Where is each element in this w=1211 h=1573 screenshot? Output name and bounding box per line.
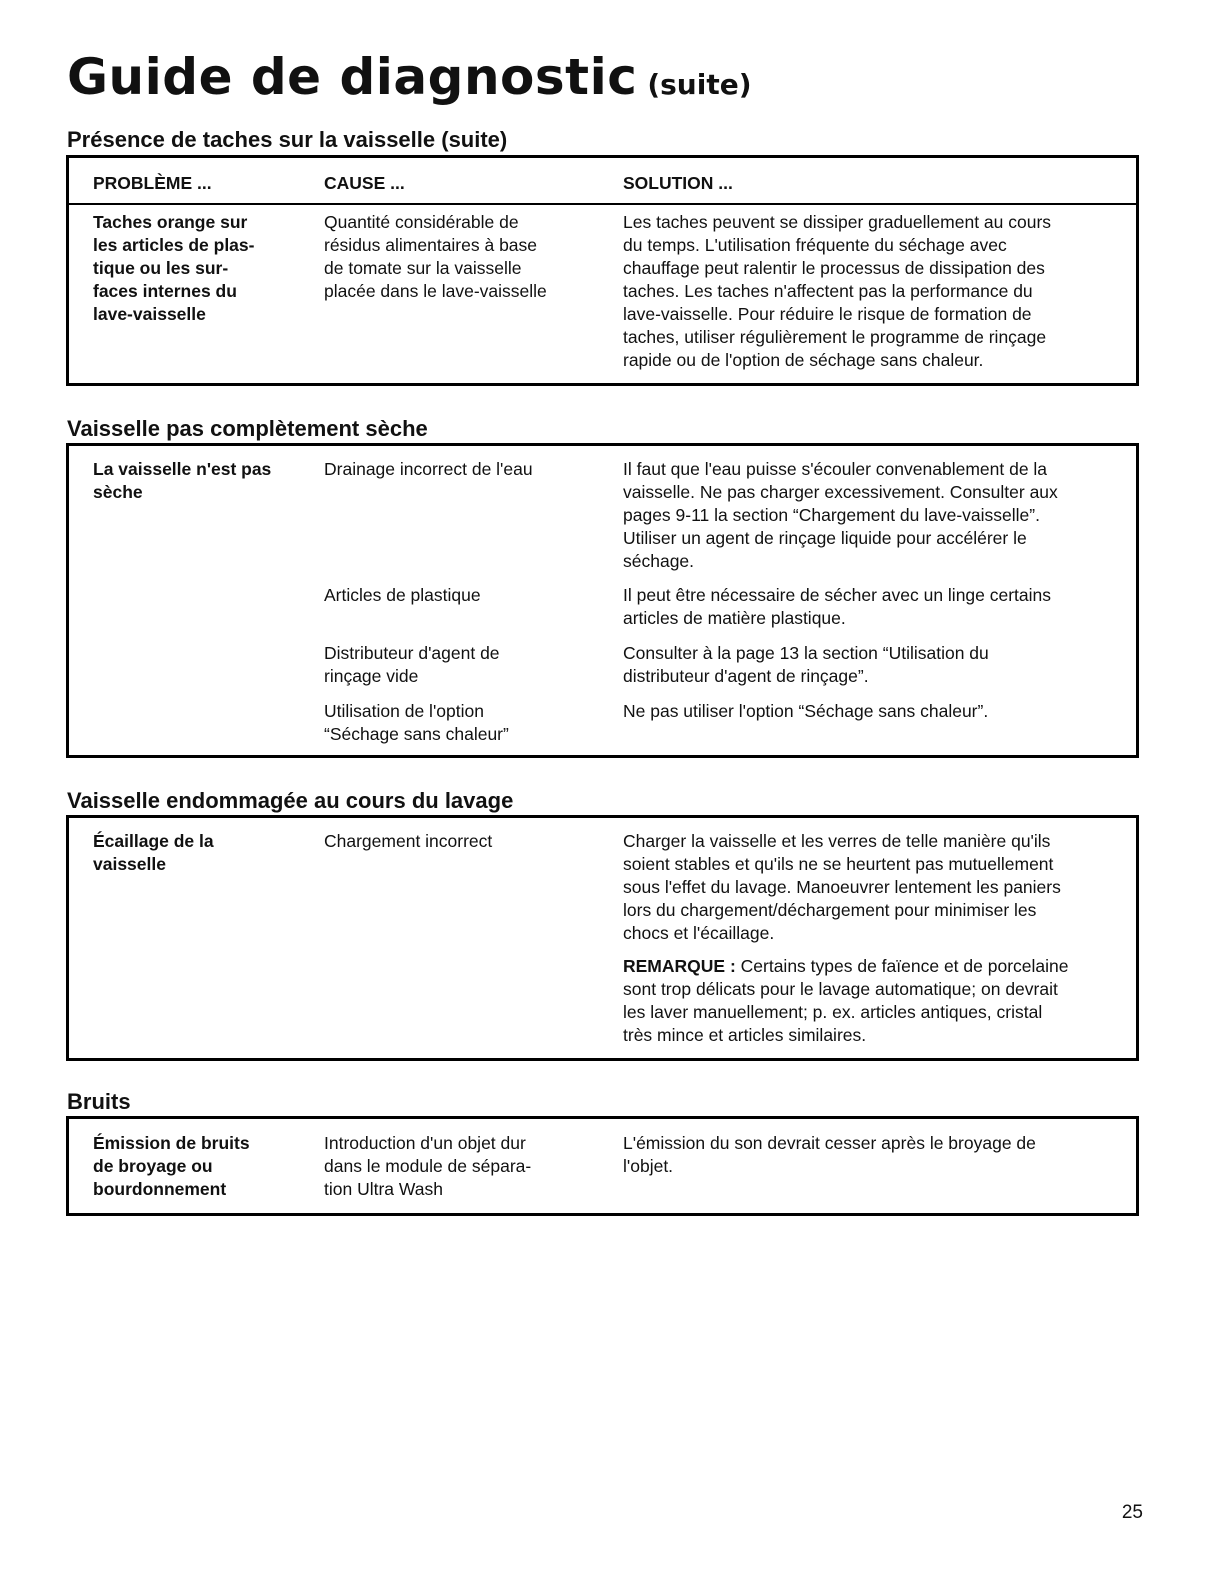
problem-cell: Écaillage de la vaisselle: [93, 831, 214, 874]
problem-cell: La vaisselle n'est pas sèche: [93, 459, 272, 502]
solution-cell: Ne pas utiliser l'option “Séchage sans chaleur”.: [623, 701, 989, 721]
solution-cell: Il peut être nécessaire de sécher avec un linge certains articles de matière plastique.: [623, 585, 1052, 628]
solution-cell: Il faut que l'eau puisse s'écouler convenablement de la vaisselle. Ne pas charger excessivement. Consulter aux pages 9-11 la section “Chargement du lave-vaisselle”. Utiliser un agent de rinçage liquide pour accélérer le séchage.: [623, 459, 1058, 571]
table-endommagee: [66, 815, 1139, 1061]
section-heading-seche: Vaisselle pas complètement sèche: [67, 416, 428, 441]
cause-cell: Articles de plastique: [324, 585, 481, 605]
cause-cell: Distributeur d'agent de rinçage vide: [324, 643, 500, 686]
column-header-cause: CAUSE ...: [324, 173, 405, 193]
solution-cell: L'émission du son devrait cesser après le broyage de l'objet.: [623, 1133, 1036, 1176]
table-bruits: [66, 1116, 1139, 1216]
page-title-main: Guide de diagnostic: [67, 48, 638, 106]
note-cell: REMARQUE : Certains types de faïence et de porcelaine sont trop délicats pour le lavage automatique; on devrait les laver manuellement; p. ex. articles antiques, cristal très mince et articles similaires.: [623, 956, 1069, 1045]
table-taches: [66, 155, 1139, 386]
page-number: 25: [1121, 1502, 1143, 1523]
problem-cell: Taches orange sur les articles de plas- tique ou les sur- faces internes du lave-vaisselle: [93, 212, 255, 324]
problem-cell: Émission de bruits de broyage ou bourdonnement: [93, 1133, 250, 1199]
solution-cell: Charger la vaisselle et les verres de telle manière qu'ils soient stables et qu'ils ne se heurtent pas mutuellement sous l'effet du lavage. Manoeuvrer lentement les paniers lors du chargement/déchargement pour minimiser les chocs et l'écaillage.: [623, 831, 1061, 943]
cause-cell: Utilisation de l'option “Séchage sans chaleur”: [324, 701, 509, 744]
cause-cell: Chargement incorrect: [324, 831, 493, 851]
page-title: [67, 48, 752, 106]
section-heading-bruits: Bruits: [67, 1089, 131, 1114]
section-heading-endommagee: Vaisselle endommagée au cours du lavage: [67, 788, 514, 813]
header-divider: [69, 203, 1136, 205]
cause-cell: Drainage incorrect de l'eau: [324, 459, 533, 479]
section-heading-taches: Présence de taches sur la vaisselle (suite): [67, 127, 508, 152]
note-label: REMARQUE :: [623, 956, 736, 976]
table-seche: [66, 443, 1139, 758]
solution-cell: Les taches peuvent se dissiper graduellement au cours du temps. L'utilisation fréquente du séchage avec chauffage peut ralentir le processus de dissipation des taches. Les taches n'affectent pas la performance du lave-vaisselle. Pour réduire le risque de formation de taches, utiliser régulièrement le programme de rinçage rapide ou de l'option de séchage sans chaleur.: [623, 212, 1052, 370]
cause-cell: Introduction d'un objet dur dans le module de sépara- tion Ultra Wash: [324, 1133, 532, 1199]
solution-cell: Consulter à la page 13 la section “Utilisation du distributeur d'agent de rinçage”.: [623, 643, 989, 686]
column-header-solution: SOLUTION ...: [623, 173, 733, 193]
column-header-probleme: PROBLÈME ...: [93, 173, 212, 193]
page-title-suffix: (suite): [647, 68, 752, 101]
note-first-line: REMARQUE : Certains types de faïence et de porcelaine: [623, 956, 1069, 976]
cause-cell: Quantité considérable de résidus alimentaires à base de tomate sur la vaisselle placée dans le lave-vaisselle: [324, 212, 547, 301]
